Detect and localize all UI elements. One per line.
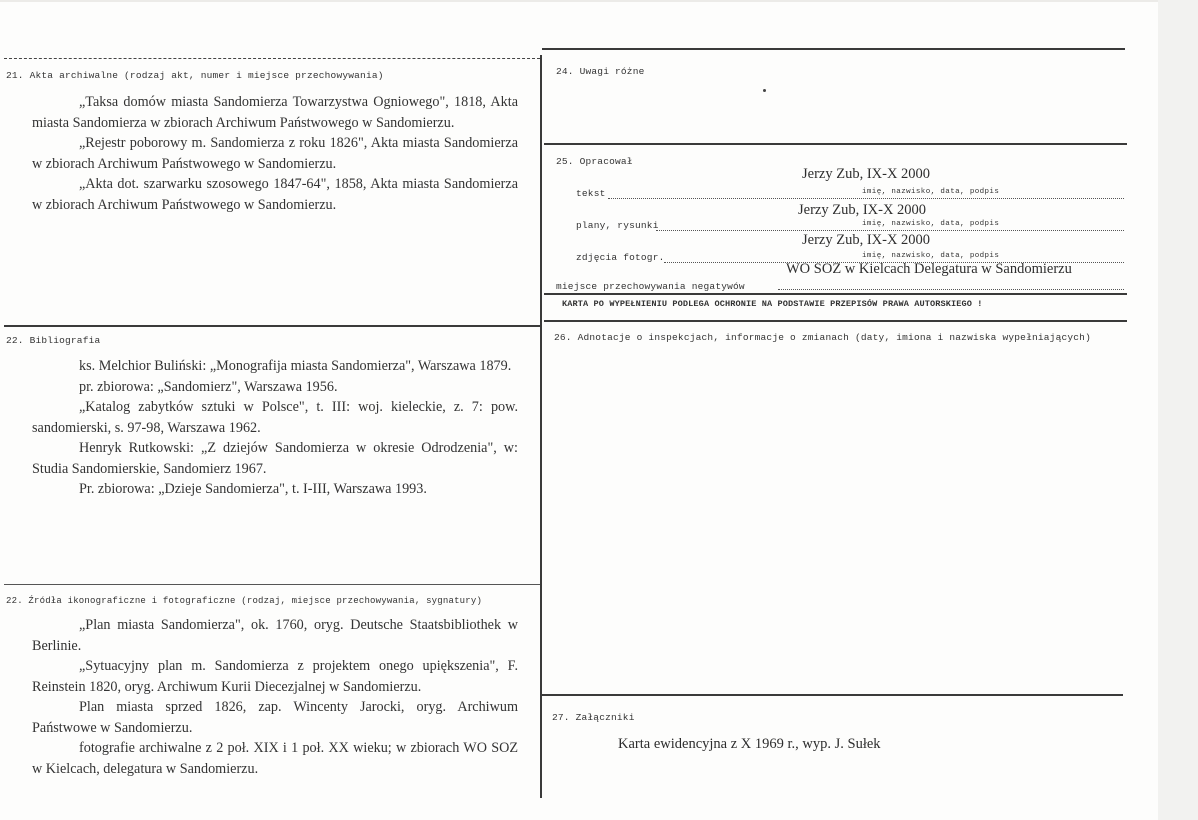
bibliography-item-2: pr. zbiorowa: „Sandomierz", Warszawa 1956. (79, 378, 338, 395)
text-author-value: Jerzy Zub, IX-X 2000 (802, 166, 931, 182)
photos-row-label: zdjęcia fotogr. (576, 252, 665, 263)
iconographic-source-4: fotografie archiwalne z 2 poł. XIX i 1 poł. XX wieku; w zbiorach WO SOZ w Kielcach, delegatura w Sandomierzu. (32, 740, 518, 777)
drawings-row-label: plany, rysunki (576, 220, 659, 231)
section-25-label: 25. Opracował (556, 156, 633, 167)
rule-25-notice (544, 293, 1127, 295)
iconographic-source-2: „Sytuacyjny plan m. Sandomierza z projektem onego upiększenia", F. Reinstein 1820, oryg. Archiwum Kurii Diecezjalnej w Sandomierzu. (32, 658, 518, 695)
negatives-location-label: miejsce przechowywania negatywów (556, 281, 745, 292)
text-row-caption: imię, nazwisko, data, podpis (862, 188, 1000, 196)
section-24-label: 24. Uwagi różne (556, 66, 645, 77)
section-23-label: 22. Źródła ikonograficzne i fotograficzne (rodzaj, miejsce przechowywania, sygnatury) (6, 596, 483, 606)
top-rule-left (4, 58, 540, 59)
drawings-row-caption: imię, nazwisko, data, podpis (862, 220, 1000, 228)
section-21-label: 21. Akta archiwalne (rodzaj akt, numer i miejsce przechowywania) (6, 70, 384, 81)
rule-21-22 (4, 325, 540, 327)
section-27-label: 27. Załączniki (552, 712, 635, 723)
archival-record-2: „Rejestr poborowy m. Sandomierza z roku 1826", Akta miasta Sandomierza w zbiorach Archiwum Państwowego w Sandomierzu. (32, 135, 518, 172)
negatives-location-value: WO SOZ w Kielcach Delegatura w Sandomierzu (786, 261, 1072, 277)
photos-author-value: Jerzy Zub, IX-X 2000 (802, 232, 931, 248)
rule-24-25 (544, 143, 1127, 145)
text-row-line (608, 198, 1124, 199)
top-rule-right (542, 48, 1125, 50)
section-21-content (32, 92, 518, 215)
section-22-label: 22. Bibliografia (6, 335, 101, 346)
bibliography-item-5: Pr. zbiorowa: „Dzieje Sandomierza", t. I-III, Warszawa 1993. (79, 481, 427, 497)
section-23-content (32, 615, 518, 779)
bibliography-item-3: „Katalog zabytków sztuki w Polsce", t. III: woj. kieleckie, z. 7: pow. sandomierski, s. 97-98, Warszawa 1962. (32, 399, 518, 436)
drawings-row-line (656, 230, 1124, 231)
rule-26-27 (542, 694, 1123, 696)
column-divider (540, 55, 542, 798)
drawings-author-value: Jerzy Zub, IX-X 2000 (798, 202, 927, 218)
archival-record-1: „Taksa domów miasta Sandomierza Towarzystwa Ogniowego", 1818, Akta miasta Sandomierza w zbiorach Archiwum Państwowego w Sandomierzu. (32, 94, 518, 131)
bibliography-item-1: ks. Melchior Buliński: „Monografija miasta Sandomierza", Warszawa 1879. (79, 358, 512, 374)
section-26-label: 26. Adnotacje o inspekcjach, informacje o zmianach (daty, imiona i nazwiska wypełniających) (554, 332, 1091, 343)
rule-22-23 (4, 584, 540, 585)
text-row-label: tekst (576, 188, 606, 199)
archival-record-3: „Akta dot. szarwarku szosowego 1847-64", 1858, Akta miasta Sandomierza w zbiorach Archiwum Państwowego w Sandomierzu. (32, 176, 518, 213)
scan-edge-right (1158, 0, 1198, 820)
ink-speck (763, 89, 766, 92)
scan-edge-top (0, 0, 1198, 2)
attachment-value: Karta ewidencyjna z X 1969 r., wyp. J. Sułek (618, 736, 881, 752)
rule-notice-26 (544, 320, 1127, 322)
iconographic-source-1: „Plan miasta Sandomierza", ok. 1760, oryg. Deutsche Staatsbibliothek w Berlinie. (32, 617, 518, 654)
section-22-content (32, 356, 518, 500)
bibliography-item-4: Henryk Rutkowski: „Z dziejów Sandomierza w okresie Odrodzenia", w: Studia Sandomierskie, Sandomierz 1967. (32, 440, 518, 477)
photos-row-caption: imię, nazwisko, data, podpis (862, 252, 1000, 260)
negatives-row-line (778, 289, 1124, 290)
iconographic-source-3: Plan miasta sprzed 1826, zap. Wincenty Jarocki, oryg. Archiwum Państwowe w Sandomierzu. (32, 699, 518, 736)
copyright-notice: KARTA PO WYPEŁNIENIU PODLEGA OCHRONIE NA PODSTAWIE PRZEPISÓW PRAWA AUTORSKIEGO ! (562, 299, 983, 309)
